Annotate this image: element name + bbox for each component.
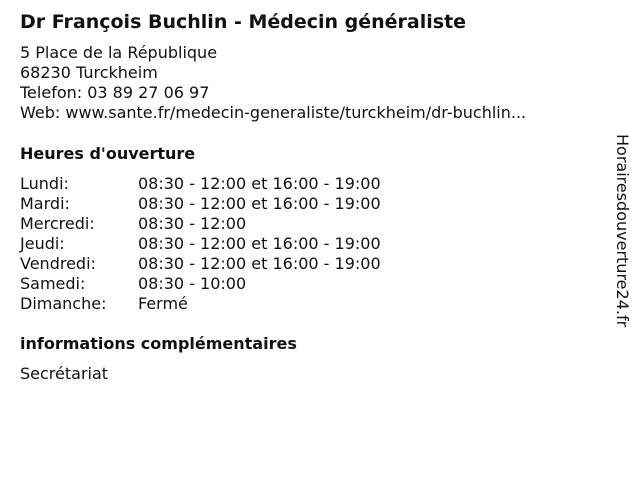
page-title: Dr François Buchlin - Médecin généraliste — [20, 11, 467, 33]
hours-row-lundi — [20, 174, 381, 194]
hours-row-mardi — [20, 194, 381, 214]
hours-row-mercredi — [20, 214, 381, 234]
city-address: 68230 Turckheim — [20, 63, 158, 82]
time-value: 08:30 - 12:00 — [138, 214, 247, 233]
hours-row-samedi — [20, 274, 381, 294]
time-value: 08:30 - 12:00 et 16:00 - 19:00 — [138, 234, 381, 253]
address-block — [20, 43, 526, 123]
time-value: 08:30 - 10:00 — [138, 274, 247, 293]
time-value: 08:30 - 12:00 et 16:00 - 19:00 — [138, 174, 381, 193]
day-label: Dimanche: — [20, 294, 107, 313]
day-label: Mercredi: — [20, 214, 95, 233]
time-value: 08:30 - 12:00 et 16:00 - 19:00 — [138, 254, 381, 273]
opening-hours-list — [20, 174, 381, 314]
website-link[interactable]: Web: www.sante.fr/medecin-generaliste/turckheim/dr-buchlin... — [20, 103, 527, 122]
opening-hours-heading: Heures d'ouverture — [20, 144, 196, 163]
hours-row-dimanche — [20, 294, 381, 314]
phone-number: Telefon: 03 89 27 06 97 — [20, 83, 210, 102]
additional-info-text: Secrétariat — [20, 364, 109, 383]
hours-row-jeudi — [20, 234, 381, 254]
additional-info-heading: informations complémentaires — [20, 334, 297, 353]
day-label: Mardi: — [20, 194, 70, 213]
day-label: Vendredi: — [20, 254, 96, 273]
time-value: Fermé — [138, 294, 188, 313]
hours-row-vendredi — [20, 254, 381, 274]
time-value: 08:30 - 12:00 et 16:00 - 19:00 — [138, 194, 381, 213]
day-label: Jeudi: — [20, 234, 65, 253]
site-watermark: Horairesdouverture24.fr — [613, 134, 632, 328]
street-address: 5 Place de la République — [20, 43, 218, 62]
day-label: Lundi: — [20, 174, 69, 193]
day-label: Samedi: — [20, 274, 86, 293]
